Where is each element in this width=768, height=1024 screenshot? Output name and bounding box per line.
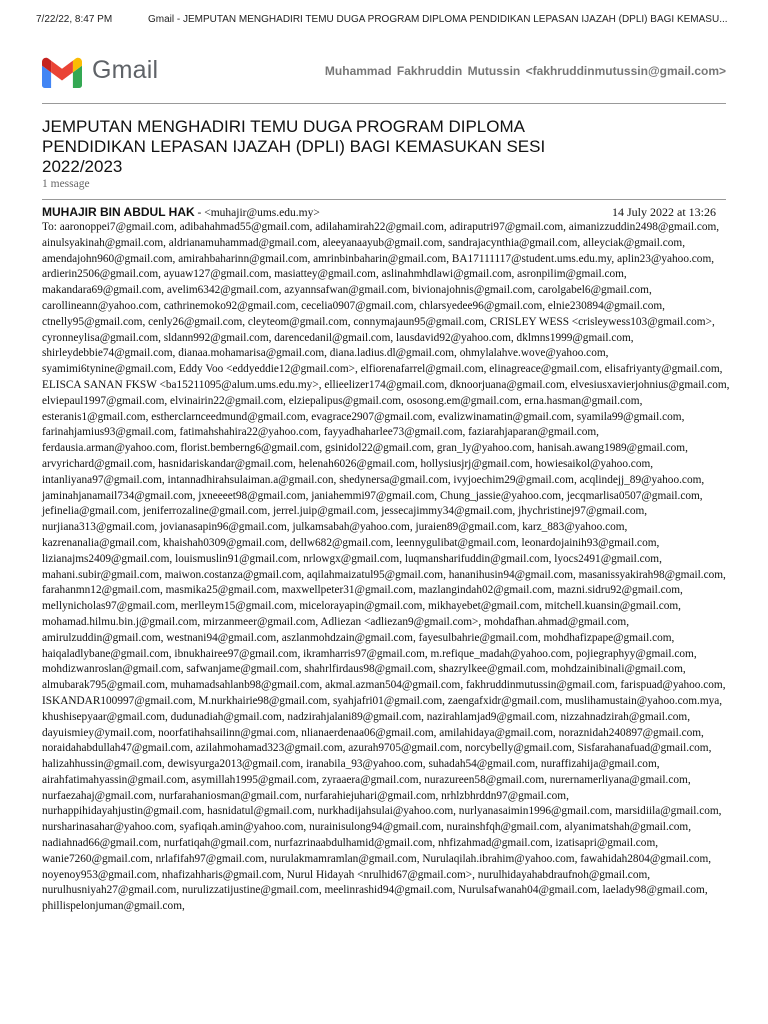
print-page-title: Gmail - JEMPUTAN MENGHADIRI TEMU DUGA PROGRAM DIPLOMA PENDIDIKAN LEPASAN IJAZAH (DPLI) BAGI KEMASU... xyxy=(148,14,728,25)
gmail-wordmark: Gmail xyxy=(92,56,159,84)
masthead xyxy=(42,52,726,100)
sender-email: - <muhajir@ums.edu.my> xyxy=(194,207,320,219)
sender-row xyxy=(42,205,716,221)
message-count: 1 message xyxy=(42,178,90,190)
header-divider xyxy=(42,103,726,104)
account-identity: Muhammad Fakhruddin Mutussin <fakhruddinmutussin@gmail.com> xyxy=(324,64,726,78)
sender-name: MUHAJIR BIN ABDUL HAK xyxy=(42,205,195,219)
gmail-logo-icon xyxy=(42,56,82,88)
print-timestamp: 7/22/22, 8:47 PM xyxy=(36,14,113,25)
recipients-list xyxy=(42,220,732,915)
print-header xyxy=(36,14,732,25)
message-divider xyxy=(42,199,726,200)
to-label: To: xyxy=(42,221,60,233)
thread-subject: JEMPUTAN MENGHADIRI TEMU DUGA PROGRAM DIPLOMA PENDIDIKAN LEPASAN IJAZAH (DPLI) BAGI KEMASUKAN SESI 2022/2023 xyxy=(42,117,546,176)
message-date: 14 July 2022 at 13:26 xyxy=(612,205,716,219)
recipients-text: aaronoppei7@gmail.com, adibahahmad55@gmail.com, adilahamirah22@gmail.com, adiraputri97@gmail.com, aimanizzuddin2498@gmail.com, ainulsyakinah@gmail.com, aldrianamuhammad@gmail.com, aleeyanaayub@gmail.com, sandrajacynthia@gmail.com, alleyciak@gmail.com, amendajohn960@gmail.com, amirahbaharinn@gmail.com, amrinbinbaharin@gmail.com, BA17111117@student.ums.edu.my, aplin23@yahoo.com, ardierin2506@gmail.com, ayuaw127@gmail.com, masiattey@gmail.com, aslinahmhdlawi@gmail.com, asronpilim@gmail.com, makandara69@gmail.com, avelim6342@gmail.com, azyannsafwan@gmail.com, bivionajohnis@gmail.com, carolgabel6@gmail.com, carollineann@yahoo.com, cathrinemoko92@gmail.com, cecelia0907@gmail.com, chlarsyedee96@gmail.com, elnie230894@gmail.com, ctnelly95@gmail.com, cenly26@gmail.com, cleyteom@gmail.com, connymajaun95@gmail.com, CRISLEY WESS <crisleywess103@gmail.com>, cyronneylisa@gmail.com, sldann992@gmail.com, darencedanil@gmail.com, lausdavid92@yahoo.com, dklmns1999@gmail.com, shirleydebbie74@gmail.com, dianaa.mohamarisa@gmail.com, diana.ladius.dl@gmail.com, ohmylalahve.wove@yahoo.com, syamimi6tynine@gmail.com, Eddy Voo <eddyeddie12@gmail.com>, elfiorenafarrel@gmail.com, elinagreace@gmail.com, elisafriyanty@gmail.com, ELISCA SANAN FKSW <ba15211095@alum.ums.edu.my>, ellieelizer174@gmail.com, dknoorjuana@gmail.com, elvesiusxavierjohnius@gmail.com, elviepaul1997@gmail.com, elvinairin22@gmail.com, elziepalipus@gmail.com, ososong.em@gmail.com, erna.hasman@gmail.com, esteranis1@gmail.com, estherclarnceedmund@gmail.com, evagrace2907@gmail.com, evalizwinamatin@gmail.com, syamila99@gmail.com, farinahjamius93@gmail.com, fatimahshahira22@yahoo.com, fayyadhaharlee73@gmail.com, faziarahjaparan@gmail.com, ferdausia.arman@yahoo.com, florist.bemberng6@gmail.com, gsinidol22@gmail.com, gran_ly@yahoo.com, hanisah.awang1989@gmail.com, arvyrichard@gmail.com, hasnidariskandar@gmail.com, helenah6026@gmail.com, hollysiusjrj@gmail.com, howiesaikol@yahoo.com, intanliyana97@gmail.com, intannadhirahsulaiman.a@gmail.con, shedynersa@gmail.com, ivyjoechim29@gmail.com, acqlindejj_89@yahoo.com, jaminahjanamail734@gmail.com, jxneeeet98@gmail.com, janiahemmi97@gmail.com, Chung_jassie@yahoo.com, jecqmarlisa0507@gmail.com, jefinelia@gmail.com, jeniferrozaline@gmail.com, jerrel.juip@gmail.com, jessecajimmy34@gmail.com, jhychristinej97@gmail.com, nurjiana313@gmail.com, jovianasapin96@gmail.com, julkamsabah@yahoo.com, juraien89@gmail.com, karz_883@yahoo.com, kazrenanalia@gmail.com, khaishah0309@gmail.com, dellw682@gmail.com, leennygulibat@gmail.com, leonardojainih93@gmail.com, lizianajms2409@gmail.com, louismuslin91@gmail.com, nrlowgx@gmail.com, luqmansharifuddin@gmail.com, lyocs2491@gmail.com, mahani.subir@gmail.com, maiwon.costanza@gmail.com, aqilahmaizatul95@gmail.com, hananihusin94@gmail.com, masanissyakirah98@gmail.com, farahanmn12@gmail.com, masmika25@gmail.com, maxwellpeter31@gmail.com, mazlangindah02@gmail.com, mazni.sidru92@gmail.com, mellynicholas97@gmail.com, merlleym15@gmail.com, micelorayapin@gmail.com, mikhayebet@gmail.com, mitchell.kuansin@gmail.com, mohamad.hilmu.bin.j@gmail.com, mirzanmeer@gmail.com, Adliezan <adliezan9@gmail.com>, mohdafhan.ahmad@gmail.com, amirulzuddin@gmail.com, westnani94@gmail.com, aszlanmohdzain@gmail.com, fayesulbahrie@gmail.com, mohdhafizpape@gmail.com, haiqaladlybane@gmail.com, ibnukhairee97@gmail.com, ikramharris97@gmail.com, m.refique_madah@yahoo.com, pojiegraphyy@gmail.com, mohdizwanroslan@gmail.com, safwanjame@gmail.com, shahrlfirdaus98@gmail.com, shazrylkee@gmail.com, mohdzainibinali@gmail.com, almubarak795@gmail.com, muhamadsahlanb98@gmail.com, akmal.azman504@gmail.com, fakhruddinmutussin@gmail.com, farispuad@yahoo.com, ISKANDAR100997@gmail.com, M.nurkhairie98@gmail.com, syahjafri01@gmail.com, zaengafxidr@gmail.com, muslihamustain@yahoo.com.mya, khushisepyaar@gmail.com, dudunadiah@gmail.com, nadzirahjalani89@gmail.com, nazirahlamjad9@gmail.com, nizzahnadzirah@gmail.com, dayuismiey@ymail.com, noorfatihahsailinn@gmai.com, nlianaerdenaa06@gmail.com, amilahidaya@gmail.com, noraznidah240897@gmail.com, noraidahabdullah47@gmail.com, azilahmohamad323@gmail.com, azurah9705@gmail.com, norcybelly@gmail.com, Sisfarahanafuad@gmail.com, halizahhussin@gmail.com, dewisyurga2013@gmail.com, iranabila_93@yahoo.com, suhadah54@gmail.com, nuraffizahija@gmail.com, airahfatimahyassin@gmail.com, asymillah1995@gmail.com, zyraaera@gmail.com, nurazureen58@gmail.com, nurernamerliyana@gmail.com, nurfaezahaj@gmail.com, nurfarahaniosman@gmail.com, nurfarahiejuhari@gmail.com, nrhlzbhrddn97@gmail.com, nurhappihidayahjustin@gmail.com, hasnidatul@gmail.com, nurkhadijahsulai@yahoo.com, nurlyanasaimin1996@gmail.com, marsidiila@gmail.com, nursharinasahar@yahoo.com, syafiqah.amin@yahoo.com, nurainisulong94@gmail.com, nurainshfqh@gmail.com, alyanimatshah@gmail.com, nadiahnad66@gmail.com, nurfatiqah@gmail.com, nurfazrinaabdulhamid@gmail.com, nhfizahmad@gmail.com, izatisapri@gmail.com, wanie7260@gmail.com, nrlafifah97@gmail.com, nurulakmamramlan@gmail.com, Nurulaqilah.ibrahim@yahoo.com, fawahidah2804@gmail.com, noyenoy953@gmail.com, nhafizahharis@gmail.com, Nurul Hidayah <nrulhid67@gmail.com>, nurulhidayahabdraufnoh@gmail.com, nurulhusniyah27@gmail.com, nurulizzatijustine@gmail.com, meelinrashid94@gmail.com, Nurulsafwanah04@gmail.com, laelady98@gmail.com, phillispelonjuman@gmail.com, xyxy=(42,221,730,913)
